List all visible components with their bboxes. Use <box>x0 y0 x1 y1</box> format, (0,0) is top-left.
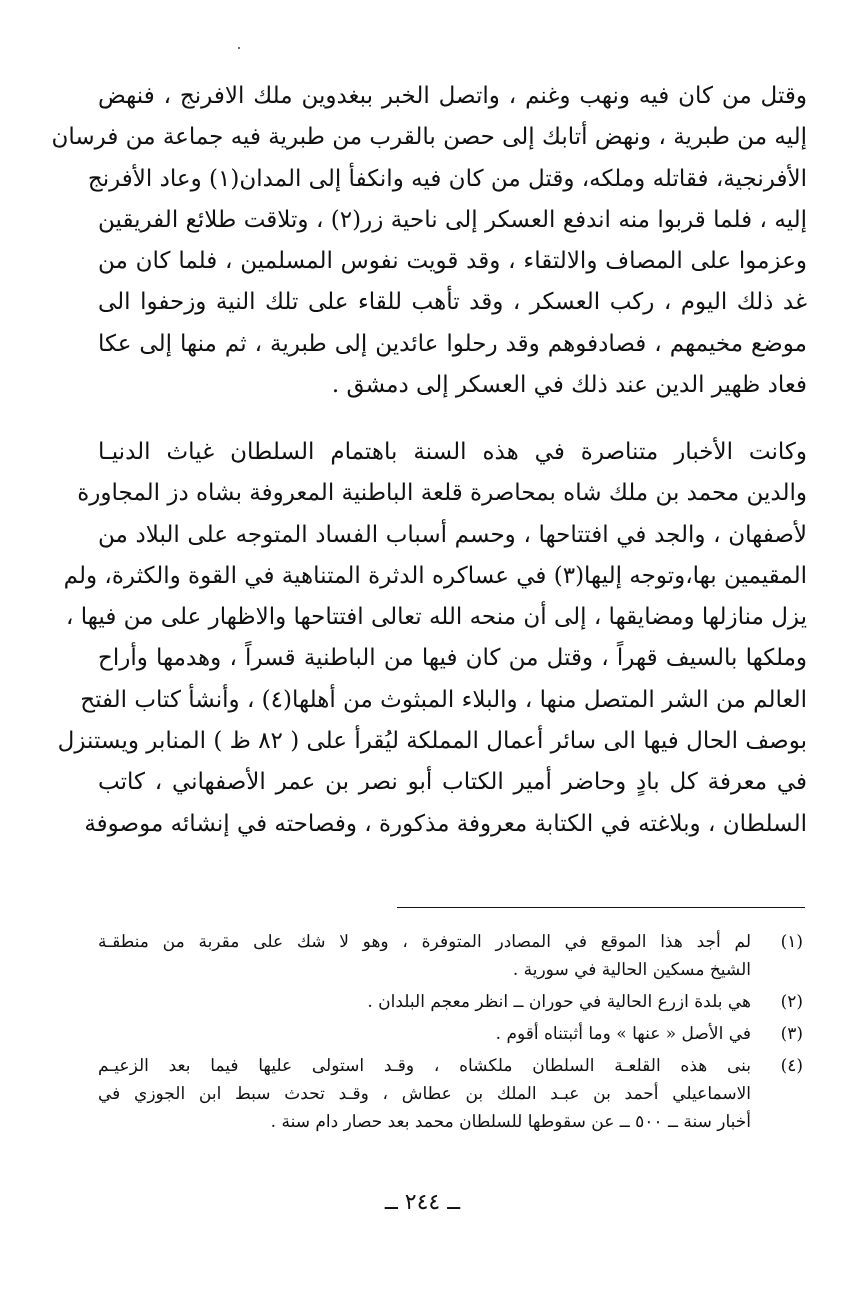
footnote-line: لم أجد هذا الموقع في المصادر المتوفرة ، وهو لا شك على مقربة من منطقـة <box>98 932 751 952</box>
footnote-line: الاسماعيلي أحمد بن عبـد الملك بن عطاش ، وقـد تحدث سبط ابن الجوزي في <box>98 1084 751 1104</box>
text-line: إليه ، فلما قربوا منه اندفع العسكر إلى ناحية زر(٢) ، وتلاقت طلائع الفريقين <box>98 206 807 233</box>
text-line: موضع مخيمهم ، فصادفوهم وقد رحلوا عائدين إلى طبرية ، ثم منها إلى عكا <box>98 330 807 357</box>
footnote-text <box>98 988 751 1016</box>
text-line: فعاد ظهير الدين عند ذلك في العسكر إلى دمشق . <box>331 372 807 399</box>
footnote-separator <box>397 907 805 908</box>
text-line: إليه من طبرية ، ونهض أتابك إلى حصن بالقرب من طبرية فيه جماعة من فرسان <box>51 124 807 151</box>
print-speck <box>238 47 240 49</box>
footnote-line: الشيخ مسكين الحالية في سورية . <box>512 960 751 980</box>
footnote <box>98 1052 807 1136</box>
text-line: غد ذلك اليوم ، ركب العسكر ، وقد تأهب للقاء على تلك النية وزحفوا الى <box>98 289 807 316</box>
footnote <box>98 988 807 1016</box>
footnote-number: (٢) <box>780 992 803 1012</box>
text-line: بوصف الحال فيها الى سائر أعمال المملكة ليُقرأ على ( ٨٢ ظ ) المنابر ويستنزل <box>57 728 807 755</box>
footnote <box>98 928 807 984</box>
footnotes <box>98 928 807 1140</box>
footnote-number: (١) <box>780 932 803 952</box>
text-line: والدين محمد بن ملك شاه بمحاصرة قلعة الباطنية المعروفة بشاه دز المجاورة <box>77 480 807 507</box>
footnote-text <box>98 928 751 984</box>
footnote-line: أخبار سنة ــ ٥٠٠ ــ عن سقوطها للسلطان محمد بعد حصار دام سنة . <box>270 1112 751 1132</box>
footnote-number: (٣) <box>780 1024 803 1044</box>
footnote-text <box>98 1020 751 1048</box>
footnote-line: هي بلدة ازرع الحالية في حوران ــ انظر معجم البلدان . <box>367 992 751 1012</box>
text-line: المقيمين بها،وتوجه إليها(٣) في عساكره الدثرة المتناهية في القوة والكثرة، ولم <box>63 562 807 589</box>
text-line: وقتل من كان فيه ونهب وغنم ، واتصل الخبر ببغدوين ملك الافرنج ، فنهض <box>98 83 807 109</box>
page-number: ــ ٢٤٤ ــ <box>384 1190 461 1215</box>
footnote-line: في الأصل « عنها » وما أثبتناه أقوم . <box>495 1024 751 1044</box>
footnote-line: بنى هذه القلعـة السلطان ملكشاه ، وقـد استولى عليها فيما بعد الزعيـم <box>98 1056 751 1076</box>
footnote-number: (٤) <box>780 1056 803 1076</box>
text-line: العالم من الشر المتصل منها ، والبلاء المبثوث من أهلها(٤) ، وأنشأ كتاب الفتح <box>80 686 807 713</box>
text-line: في معرفة كل بادٍ وحاضر أمير الكتاب أبو نصر بن عمر الأصفهاني ، كاتب <box>98 769 807 796</box>
text-line: يزل منازلها ومضايقها ، إلى أن منحه الله تعالى افتتاحها والاظهار على من فيها ، <box>66 604 807 631</box>
text-line: لأصفهان ، والجد في افتتاحها ، وحسم أسباب الفساد المتوجه على البلاد من <box>98 521 807 548</box>
text-line: وعزموا على المصاف والالتقاء ، وقد قويت نفوس المسلمين ، فلما كان من <box>98 248 807 275</box>
text-line: الأفرنجية، فقاتله وملكه، وقتل من كان فيه وانكفأ إلى المدان(١) وعاد الأفرنج <box>87 165 807 192</box>
text-line: السلطان ، وبلاغته في الكتابة معروفة مذكورة ، وفصاحته في إنشائه موصوفة <box>84 810 807 837</box>
footnote <box>98 1020 807 1048</box>
footnote-text <box>98 1052 751 1136</box>
paragraph-1 <box>51 76 807 406</box>
paragraph-2 <box>57 432 807 845</box>
text-line: وملكها بالسيف قهراً ، وقتل من كان فيها من الباطنية قسراً ، وهدمها وأراح <box>98 645 807 672</box>
text-line: وكانت الأخبار متناصرة في هذه السنة باهتمام السلطان غياث الدنيـا <box>98 439 807 465</box>
